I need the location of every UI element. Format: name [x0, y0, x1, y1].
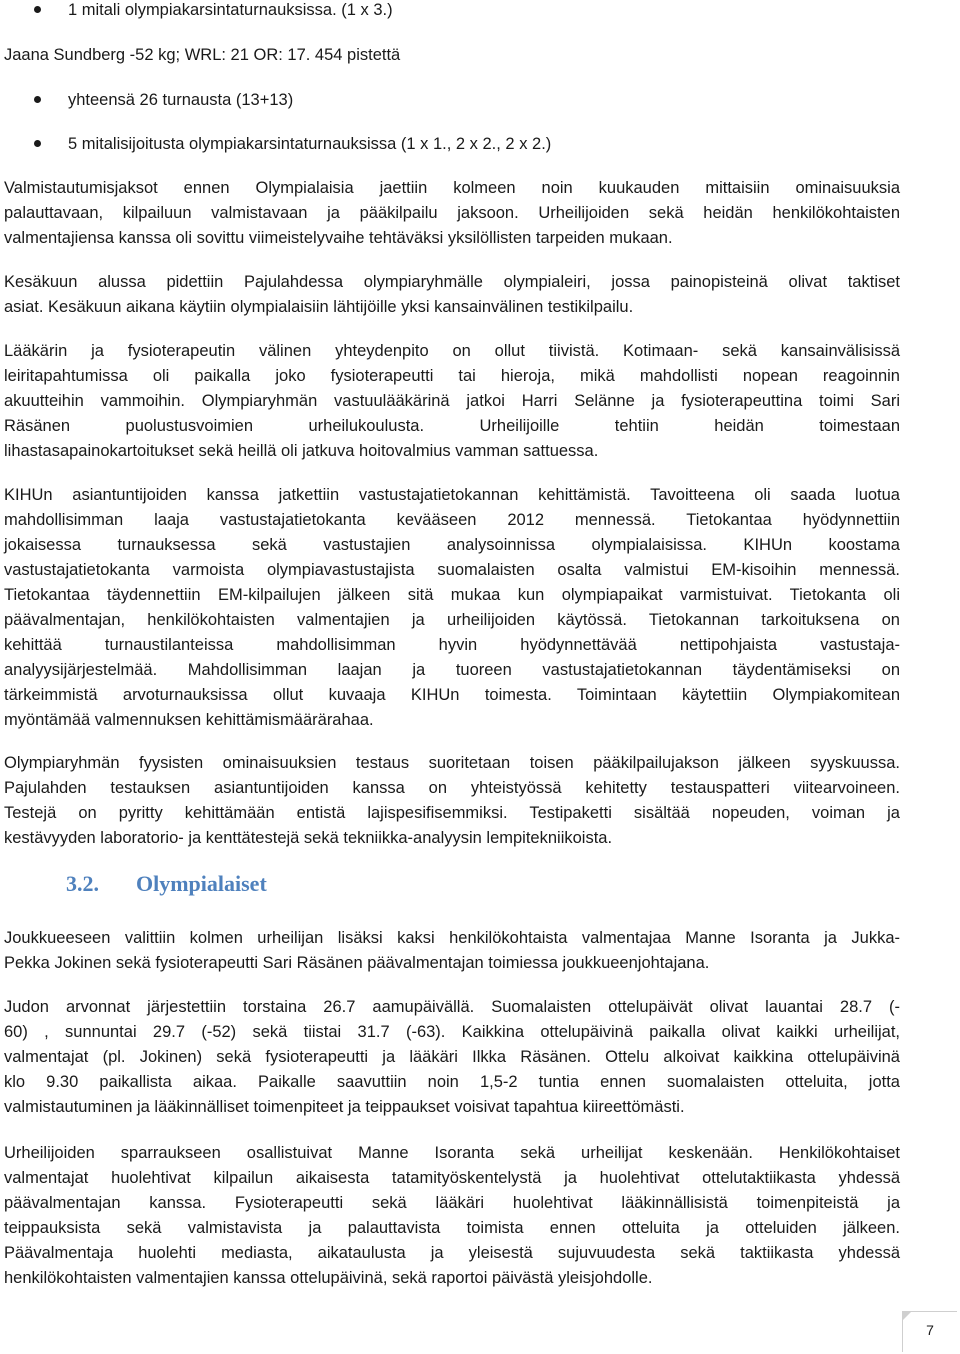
paragraph-line: Olympiaryhmän fyysisten ominaisuuksien testaus suoritetaan toisen pääkilpailujakson jälkeen syyskuussa.: [4, 754, 900, 772]
paragraph-line: asiat. Kesäkuun aikana käytiin olympialaisiin lähtijöille yksi kansainvälinen testikilpailu.: [4, 298, 634, 316]
paragraph-line: myöntämää valmennuksen kehittämismäärärahaa.: [4, 711, 374, 729]
athlete-line: Jaana Sundberg -52 kg; WRL: 21 OR: 17. 454 pistettä: [4, 46, 401, 64]
paragraph-line: palauttavaan, kilpailuun valmistavaan ja pääkilpailu jaksoon. Urheilijoiden sekä heidän henkilökohtaisten: [4, 204, 900, 222]
paragraph-line: jokaisessa turnauksessa sekä vastustajien analysoinnissa olympialaisissa. KIHUn koostama: [4, 536, 900, 554]
paragraph: [4, 176, 900, 251]
paragraph-line: tärkeimmistä arvoturnauksissa ollut kuvaaja KIHUn toimesta. Toimintaan käytettiin Olympiakomitean: [4, 686, 900, 704]
paragraph: [4, 339, 900, 464]
section-title: Olympialaiset: [136, 871, 267, 896]
paragraph-line: Testejä on pyritty kehittämään entistä lajispesifisemmiksi. Testipaketti sisältää nopeuden, voiman ja: [4, 804, 900, 822]
list-item: 5 mitalisijoitusta olympiakarsintaturnauksissa (1 x 1., 2 x 2., 2 x 2.): [68, 135, 552, 153]
paragraph-line: mahdollisimman laaja vastustajatietokanta kevääseen 2012 mennessä. Tietokantaa hyödynnettiin: [4, 511, 900, 529]
paragraph-line: analyysijärjestelmää. Mahdollisimman laajan ja tuoreen vastustajatietokannan täydentämiseksi on: [4, 661, 900, 679]
paragraph-line: Judon arvonnat järjestettiin torstaina 26.7 aamupäivällä. Suomalaisten ottelupäivät olivat lauantai 28.7 (-: [4, 998, 900, 1016]
paragraph-line: 60) , sunnuntai 29.7 (-52) sekä tiistai 31.7 (-63). Kaikkina ottelupäivinä paikalla olivat kaikki urheilijat,: [4, 1023, 900, 1041]
paragraph-line: Pajulahden testauksen asiantuntijoiden kanssa on yhteistyössä kehitetty testauspatteri viitearvoineen.: [4, 779, 900, 797]
paragraph-line: valmistautuminen ja lääkinnälliset toimenpiteet ja teippaukset voisivat tapahtua kiireettömästi.: [4, 1098, 685, 1116]
paragraph-line: henkilökohtaisten valmentajien kanssa ottelupäivinä, sekä raportoi päivästä yleisjohdolle.: [4, 1269, 653, 1287]
list-item: yhteensä 26 turnausta (13+13): [68, 91, 294, 109]
section-number: 3.2.: [66, 871, 99, 896]
paragraph: [4, 1141, 900, 1291]
paragraph-line: leiritapahtumissa oli paikalla joko fysioterapeutti tai hieroja, mikä mahdollisti nopean reagoinnin: [4, 367, 900, 385]
page-number-box: [902, 1311, 957, 1352]
paragraph: [4, 926, 900, 976]
paragraph-line: Päävalmentaja huolehti mediasta, aikataulusta ja yleisestä sujuvuudesta sekä taktiikasta yhdessä: [4, 1244, 900, 1262]
paragraph-line: Valmistautumisjaksot ennen Olympialaisia jaettiin kolmeen noin kuukauden mittaisiin ominaisuuksia: [4, 179, 900, 197]
paragraph-line: Tietokantaa täydennettiin EM-kilpailujen jälkeen sitä mukaa kun olympiapaikat varmistuivat. Tietokanta oli: [4, 586, 900, 604]
paragraph-line: Lääkärin ja fysioterapeutin välinen yhteydenpito on ollut tiivistä. Kotimaan- sekä kansainvälisissä: [4, 342, 900, 360]
paragraph-line: akuutteihin vammoihin. Olympiaryhmän vastuulääkärinä jatkoi Harri Selänne ja fysioterapeuttina toimi Sari: [4, 392, 900, 410]
paragraph: [4, 483, 900, 733]
paragraph-line: kehittää turnaustilanteissa mahdollisimman hyvin hyödynnettävää nettipohjaista vastustaja-: [4, 636, 900, 654]
page-number: 7: [926, 1322, 934, 1338]
paragraph-line: klo 9.30 paikallista aikaa. Paikalle saavuttiin noin 1,5-2 tuntia ennen suomalaisten otteluita, jotta: [4, 1073, 900, 1091]
paragraph-line: lihastasapainokartoitukset sekä heillä oli jatkuva hoitovalmius vamman sattuessa.: [4, 442, 599, 460]
paragraph-line: Urheilijoiden sparraukseen osallistuivat Manne Isoranta sekä urheilijat keskenään. Henkilökohtaiset: [4, 1144, 900, 1162]
section-heading: [66, 870, 267, 898]
paragraph-line: päävalmentajan, henkilökohtaisten valmentajien ja urheilijoiden käytössä. Tietokannan tarkoituksena on: [4, 611, 900, 629]
paragraph-line: Pekka Jokinen sekä fysioterapeutti Sari Räsänen päävalmentajan toimiessa joukkueenjohtajana.: [4, 954, 710, 972]
paragraph-line: valmentajat (pl. Jokinen) sekä fysioterapeutti ja lääkäri Ilkka Räsänen. Ottelu alkoivat kaikkina ottelupäivinä: [4, 1048, 900, 1066]
paragraph-line: päävalmentajan kanssa. Fysioterapeutti sekä lääkäri huolehtivat lääkinnällisistä toimenpiteistä ja: [4, 1194, 900, 1212]
paragraph-line: teippauksista sekä valmistavista ja palauttavista toimista ennen otteluita ja otteluiden jälkeen.: [4, 1219, 900, 1237]
paragraph-line: Räsänen puolustusvoimien urheilukoulusta. Urheilijoille tehtiin heidän toimestaan: [4, 417, 900, 435]
paragraph-line: KIHUn asiantuntijoiden kanssa jatkettiin vastustajatietokannan kehittämistä. Tavoitteena oli saada luotua: [4, 486, 900, 504]
list-item: 1 mitali olympiakarsintaturnauksissa. (1 x 3.): [68, 1, 393, 19]
paragraph-line: Joukkueeseen valittiin kolmen urheilijan lisäksi kaksi henkilökohtaista valmentajaa Manne Isoranta ja Jukka-: [4, 929, 900, 947]
paragraph-line: valmentajiensa kanssa oli sovittu viimeistelyvaihe tehtäväksi yksilöllisten tarpeiden mukaan.: [4, 229, 673, 247]
paragraph-line: vastustajatietokanta varmoista olympiavastustajista suomalaisten osalta valmistui EM-kisoihin mennessä.: [4, 561, 900, 579]
paragraph: [4, 995, 900, 1120]
paragraph: [4, 270, 900, 320]
paragraph: [4, 751, 900, 851]
paragraph-line: valmentajat huolehtivat kilpailun aikaisesta tatamityöskentelystä ja huolehtivat ottelutaktiikasta yhdessä: [4, 1169, 900, 1187]
paragraph-line: Kesäkuun alussa pidettiin Pajulahdessa olympiaryhmälle olympialeiri, jossa painopisteinä olivat taktiset: [4, 273, 900, 291]
paragraph-line: kestävyyden laboratorio- ja kenttätestejä sekä tekniikka-analyysin lempitekniikoista.: [4, 829, 613, 847]
